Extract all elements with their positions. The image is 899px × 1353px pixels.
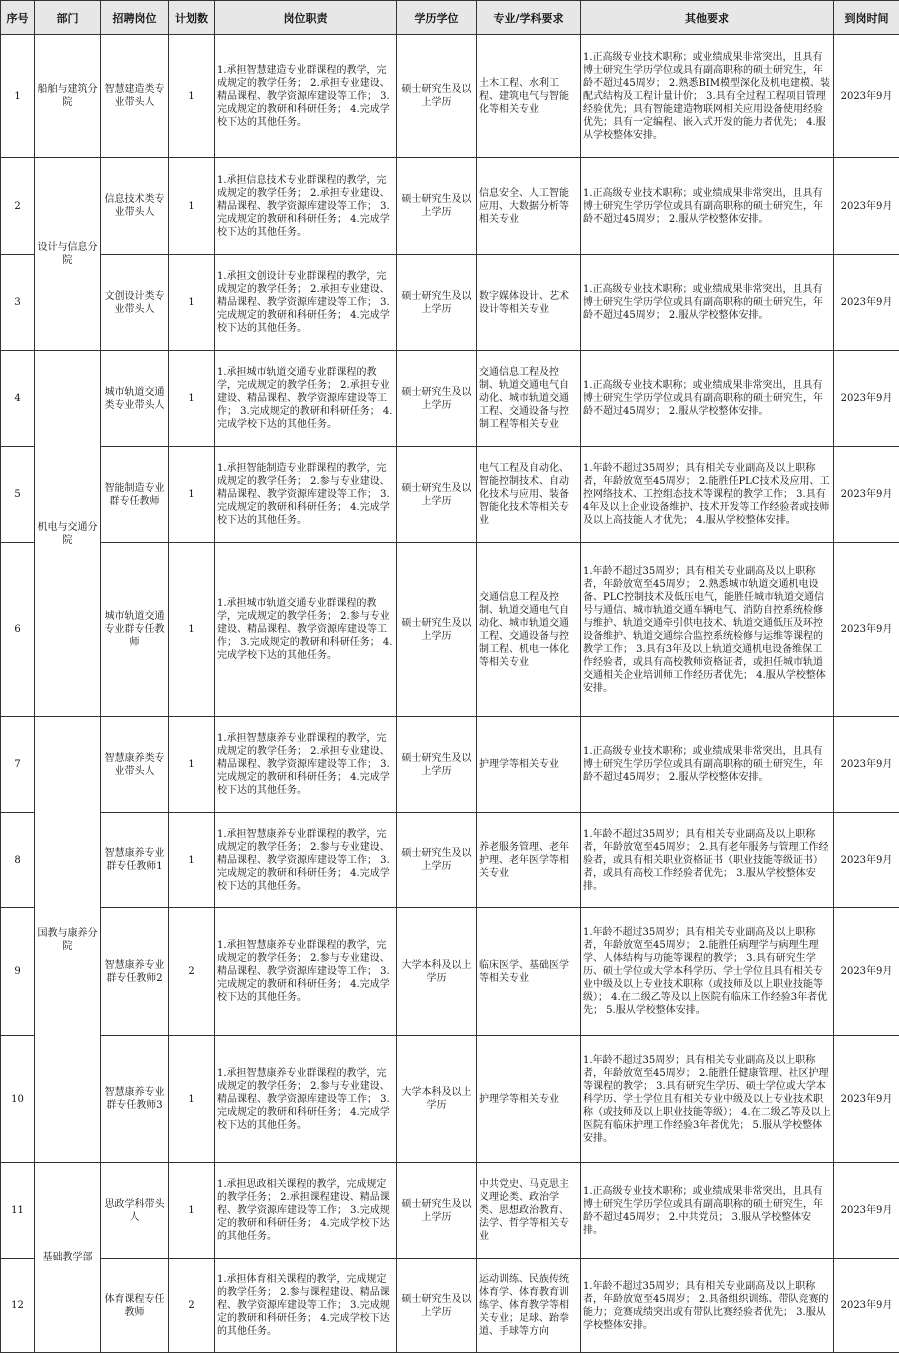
other-requirements-cell: 1.正高级专业技术职称；或业绩成果非常突出，且具有博士研究生学历学位或具有副高职称的硕士研究生，年龄不超过45周岁； 2.服从学校整体安排。	[581, 351, 834, 447]
duties-cell: 1.承担信息技术专业群课程的教学，完成规定的教学任务； 2.承担专业建设、精品课程、教学资源库建设等工作； 3.完成规定的教研和科研任务； 4.完成学校下达的其他任务。	[215, 158, 397, 255]
major-cell: 土木工程、水利工程、建筑电气与智能化等相关专业	[477, 35, 581, 158]
table-row	[1, 908, 899, 1036]
department-cell: 船舶与建筑分院	[35, 35, 101, 158]
position-cell: 体育课程专任教师	[101, 1259, 169, 1353]
position-cell: 信息技术类专业带头人	[101, 158, 169, 255]
major-cell: 中共党史、马克思主义理论类、政治学类、思想政治教育、法学、哲学等相关专业	[477, 1163, 581, 1259]
other-requirements-cell: 1.正高级专业技术职称；或业绩成果非常突出，且具有博士研究生学历学位或具有副高职称的硕士研究生，年龄不超过45周岁； 2.服从学校整体安排。	[581, 158, 834, 255]
duties-cell: 1.承担体育相关课程的教学，完成规定的教学任务； 2.参与课程建设、精品课程、教学资源库建设等工作； 3.完成规定的教研和科研任务； 4.完成学校下达的其他任务。	[215, 1259, 397, 1353]
other-requirements-cell: 1.年龄不超过35周岁；具有相关专业副高及以上职称者，年龄放宽至45周岁； 2.熟悉城市轨道交通机电设备、PLC控制技术及低压电气，能胜任城市轨道交通信号与通信、城市轨道交通车辆电气、消防自控系统检修与维护、轨道交通牵引供电技术、轨道交通低压及环控设备维护、轨道交通综合监控系统检修与运维等课程的教学工作； 3.具有3年及以上轨道交通机电设备维保工作经验者，或具有高校教师资格证者，或担任城市轨道交通相关企业培训师工作经历者优先； 4.服从学校整体安排。	[581, 543, 834, 717]
other-requirements-cell: 1.正高级专业技术职称；或业绩成果非常突出，且具有博士研究生学历学位或具有副高职称的硕士研究生，年龄不超过45周岁； 2.熟悉BIM模型深化及机电建模、装配式结构及工程计量计价； 3.具有全过程工程项目管理经验优先；具有智能建造物联网相关应用设备使用经验优先；具有一定编程、嵌入式开发的能力者优先； 4.服从学校整体安排。	[581, 35, 834, 158]
header-major: 专业/学科要求	[477, 1, 581, 35]
row-no: 7	[1, 717, 35, 813]
count-cell: 1	[169, 351, 215, 447]
count-cell: 1	[169, 717, 215, 813]
count-cell: 1	[169, 447, 215, 543]
arrival-time-cell: 2023年9月	[834, 1163, 899, 1259]
table-row	[1, 1163, 899, 1259]
header-arrival-time: 到岗时间	[834, 1, 899, 35]
arrival-time-cell: 2023年9月	[834, 351, 899, 447]
degree-cell: 硕士研究生及以上学历	[397, 158, 477, 255]
table-row	[1, 351, 899, 447]
header-degree: 学历学位	[397, 1, 477, 35]
position-cell: 智慧建造类专业带头人	[101, 35, 169, 158]
major-cell: 运动训练、民族传统体育学、体育教育训练学、体育教学等相关专业；足球、跆拳道、手球等方向	[477, 1259, 581, 1353]
position-cell: 智慧康养专业群专任教师1	[101, 813, 169, 908]
table-row	[1, 1036, 899, 1163]
table-row	[1, 35, 899, 158]
row-no: 2	[1, 158, 35, 255]
header-other-requirements: 其他要求	[581, 1, 834, 35]
position-cell: 智慧康养专业群专任教师2	[101, 908, 169, 1036]
header-count: 计划数	[169, 1, 215, 35]
duties-cell: 1.承担城市轨道交通专业群课程的教学，完成规定的教学任务； 2.承担专业建设、精品课程、教学资源库建设等工作； 3.完成规定的教研和科研任务； 4.完成学校下达的其他任务。	[215, 351, 397, 447]
row-no: 8	[1, 813, 35, 908]
degree-cell: 硕士研究生及以上学历	[397, 1163, 477, 1259]
other-requirements-cell: 1.正高级专业技术职称；或业绩成果非常突出，且具有博士研究生学历学位或具有副高职称的硕士研究生，年龄不超过45周岁； 2.服从学校整体安排。	[581, 255, 834, 351]
position-cell: 城市轨道交通专业群专任教师	[101, 543, 169, 717]
degree-cell: 硕士研究生及以上学历	[397, 717, 477, 813]
position-cell: 思政学科带头人	[101, 1163, 169, 1259]
major-cell: 护理学等相关专业	[477, 1036, 581, 1163]
row-no: 9	[1, 908, 35, 1036]
department-cell: 设计与信息分院	[35, 158, 101, 351]
count-cell: 1	[169, 35, 215, 158]
other-requirements-cell: 1.正高级专业技术职称；或业绩成果非常突出，且具有博士研究生学历学位或具有副高职称的硕士研究生，年龄不超过45周岁； 2.服从学校整体安排。	[581, 717, 834, 813]
row-no: 6	[1, 543, 35, 717]
position-cell: 智慧康养类专业带头人	[101, 717, 169, 813]
count-cell: 2	[169, 1259, 215, 1353]
arrival-time-cell: 2023年9月	[834, 1259, 899, 1353]
position-cell: 智能制造专业群专任教师	[101, 447, 169, 543]
count-cell: 1	[169, 1036, 215, 1163]
degree-cell: 硕士研究生及以上学历	[397, 35, 477, 158]
row-no: 4	[1, 351, 35, 447]
count-cell: 1	[169, 1163, 215, 1259]
degree-cell: 硕士研究生及以上学历	[397, 1259, 477, 1353]
degree-cell: 大学本科及以上学历	[397, 1036, 477, 1163]
degree-cell: 大学本科及以上学历	[397, 908, 477, 1036]
table-row	[1, 1259, 899, 1353]
duties-cell: 1.承担智慧康养专业群课程的教学，完成规定的教学任务； 2.参与专业建设、精品课程、教学资源库建设等工作； 3.完成规定的教研和科研任务； 4.完成学校下达的其他任务。	[215, 908, 397, 1036]
duties-cell: 1.承担城市轨道交通专业群课程的教学，完成规定的教学任务； 2.参与专业建设、精品课程、教学资源库建设等工作； 3.完成规定的教研和科研任务； 4.完成学校下达的其他任务。	[215, 543, 397, 717]
table-row	[1, 255, 899, 351]
arrival-time-cell: 2023年9月	[834, 543, 899, 717]
degree-cell: 硕士研究生及以上学历	[397, 351, 477, 447]
table-row	[1, 813, 899, 908]
table-row	[1, 543, 899, 717]
arrival-time-cell: 2023年9月	[834, 1036, 899, 1163]
major-cell: 信息安全、人工智能应用、大数据分析等相关专业	[477, 158, 581, 255]
major-cell: 电气工程及自动化、智能控制技术、自动化技术与应用、装备智能化技术等相关专业	[477, 447, 581, 543]
duties-cell: 1.承担智慧康养专业群课程的教学，完成规定的教学任务； 2.参与专业建设、精品课程、教学资源库建设等工作； 3.完成规定的教研和科研任务； 4.完成学校下达的其他任务。	[215, 1036, 397, 1163]
other-requirements-cell: 1.年龄不超过35周岁；具有相关专业副高及以上职称者，年龄放宽至45周岁； 2.具有老年服务与管理工作经验者，或具有相关职业资格证书（职业技能等级证书）者，或具有高校工作经验者优先； 3.服从学校整体安排。	[581, 813, 834, 908]
row-no: 11	[1, 1163, 35, 1259]
count-cell: 1	[169, 158, 215, 255]
major-cell: 护理学等相关专业	[477, 717, 581, 813]
department-cell: 基础教学部	[35, 1163, 101, 1353]
row-no: 5	[1, 447, 35, 543]
degree-cell: 硕士研究生及以上学历	[397, 255, 477, 351]
major-cell: 临床医学、基础医学等相关专业	[477, 908, 581, 1036]
degree-cell: 硕士研究生及以上学历	[397, 813, 477, 908]
row-no: 12	[1, 1259, 35, 1353]
count-cell: 2	[169, 908, 215, 1036]
header-department: 部门	[35, 1, 101, 35]
duties-cell: 1.承担文创设计专业群课程的教学，完成规定的教学任务； 2.承担专业建设、精品课程、教学资源库建设等工作； 3.完成规定的教研和科研任务； 4.完成学校下达的其他任务。	[215, 255, 397, 351]
duties-cell: 1.承担智能制造专业群课程的教学，完成规定的教学任务； 2.参与专业建设、精品课程、教学资源库建设等工作； 3.完成规定的教研和科研任务； 4.完成学校下达的其他任务。	[215, 447, 397, 543]
table-row	[1, 447, 899, 543]
position-cell: 智慧康养专业群专任教师3	[101, 1036, 169, 1163]
duties-cell: 1.承担智慧康养专业群课程的教学，完成规定的教学任务； 2.参与专业建设、精品课程、教学资源库建设等工作； 3.完成规定的教研和科研任务； 4.完成学校下达的其他任务。	[215, 813, 397, 908]
other-requirements-cell: 1.年龄不超过35周岁；具有相关专业副高及以上职称者，年龄放宽至45周岁； 2.能胜任健康管理、社区护理等课程的教学； 3.具有研究生学历、硕士学位或大学本科学历、学士学位且有相关专业中级及以上专业技术职称（或技师及以上职业技能等级）； 4.在二级乙等及以上医院有临床护理工作经验3年者优先； 5.服从学校整体安排。	[581, 1036, 834, 1163]
count-cell: 1	[169, 255, 215, 351]
position-cell: 文创设计类专业带头人	[101, 255, 169, 351]
arrival-time-cell: 2023年9月	[834, 255, 899, 351]
header-position: 招聘岗位	[101, 1, 169, 35]
duties-cell: 1.承担智慧建造专业群课程的教学，完成规定的教学任务； 2.承担专业建设、精品课程、教学资源库建设等工作； 3.完成规定的教研和科研任务； 4.完成学校下达的其他任务。	[215, 35, 397, 158]
position-cell: 城市轨道交通类专业带头人	[101, 351, 169, 447]
header-row	[1, 1, 899, 35]
header-no: 序号	[1, 1, 35, 35]
degree-cell: 硕士研究生及以上学历	[397, 447, 477, 543]
row-no: 1	[1, 35, 35, 158]
arrival-time-cell: 2023年9月	[834, 447, 899, 543]
major-cell: 交通信息工程及控制、轨道交通电气自动化、城市轨道交通工程、交通设备与控制工程、机电一体化等相关专业	[477, 543, 581, 717]
count-cell: 1	[169, 543, 215, 717]
header-duties: 岗位职责	[215, 1, 397, 35]
other-requirements-cell: 1.正高级专业技术职称；或业绩成果非常突出，且具有博士研究生学历学位或具有副高职称的硕士研究生，年龄不超过45周岁； 2.中共党员； 3.服从学校整体安排。	[581, 1163, 834, 1259]
degree-cell: 硕士研究生及以上学历	[397, 543, 477, 717]
major-cell: 交通信息工程及控制、轨道交通电气自动化、城市轨道交通工程、交通设备与控制工程等相关专业	[477, 351, 581, 447]
arrival-time-cell: 2023年9月	[834, 717, 899, 813]
row-no: 10	[1, 1036, 35, 1163]
arrival-time-cell: 2023年9月	[834, 158, 899, 255]
major-cell: 养老服务管理、老年护理、老年医学等相关专业	[477, 813, 581, 908]
arrival-time-cell: 2023年9月	[834, 908, 899, 1036]
count-cell: 1	[169, 813, 215, 908]
duties-cell: 1.承担思政相关课程的教学，完成规定的教学任务； 2.承担课程建设、精品课程、教学资源库建设等工作； 3.完成规定的教研和科研任务； 4.完成学校下达的其他任务。	[215, 1163, 397, 1259]
major-cell: 数字媒体设计、艺术设计等相关专业	[477, 255, 581, 351]
other-requirements-cell: 1.年龄不超过35周岁；具有相关专业副高及以上职称者，年龄放宽至45周岁； 2.具备组织训练、带队竞赛的能力；竞赛成绩突出或有带队比赛经验者优先； 3.服从学校整体安排。	[581, 1259, 834, 1353]
row-no: 3	[1, 255, 35, 351]
table-row	[1, 717, 899, 813]
other-requirements-cell: 1.年龄不超过35周岁；具有相关专业副高及以上职称者，年龄放宽至45周岁； 2.能胜任PLC技术及应用、工控网络技术、工控组态技术等课程的教学工作； 3.具有4年及以上企业设备维护、技术开发等工作经验者或技师及以上高技能人才优先； 4.服从学校整体安排。	[581, 447, 834, 543]
other-requirements-cell: 1.年龄不超过35周岁；具有相关专业副高及以上职称者，年龄放宽至45周岁； 2.能胜任病理学与病理生理学、人体结构与功能等课程的教学； 3.具有研究生学历、硕士学位或大学本科学历、学士学位且具有相关专业中级及以上专业技术职称（或技师及以上职业技能等级）； 4.在二级乙等及以上医院有临床工作经验3年者优先； 5.服从学校整体安排。	[581, 908, 834, 1036]
department-cell: 国教与康养分院	[35, 717, 101, 1163]
table-row	[1, 158, 899, 255]
duties-cell: 1.承担智慧康养专业群课程的教学，完成规定的教学任务； 2.承担专业建设、精品课程、教学资源库建设等工作； 3.完成规定的教研和科研任务； 4.完成学校下达的其他任务。	[215, 717, 397, 813]
arrival-time-cell: 2023年9月	[834, 813, 899, 908]
department-cell: 机电与交通分院	[35, 351, 101, 717]
arrival-time-cell: 2023年9月	[834, 35, 899, 158]
